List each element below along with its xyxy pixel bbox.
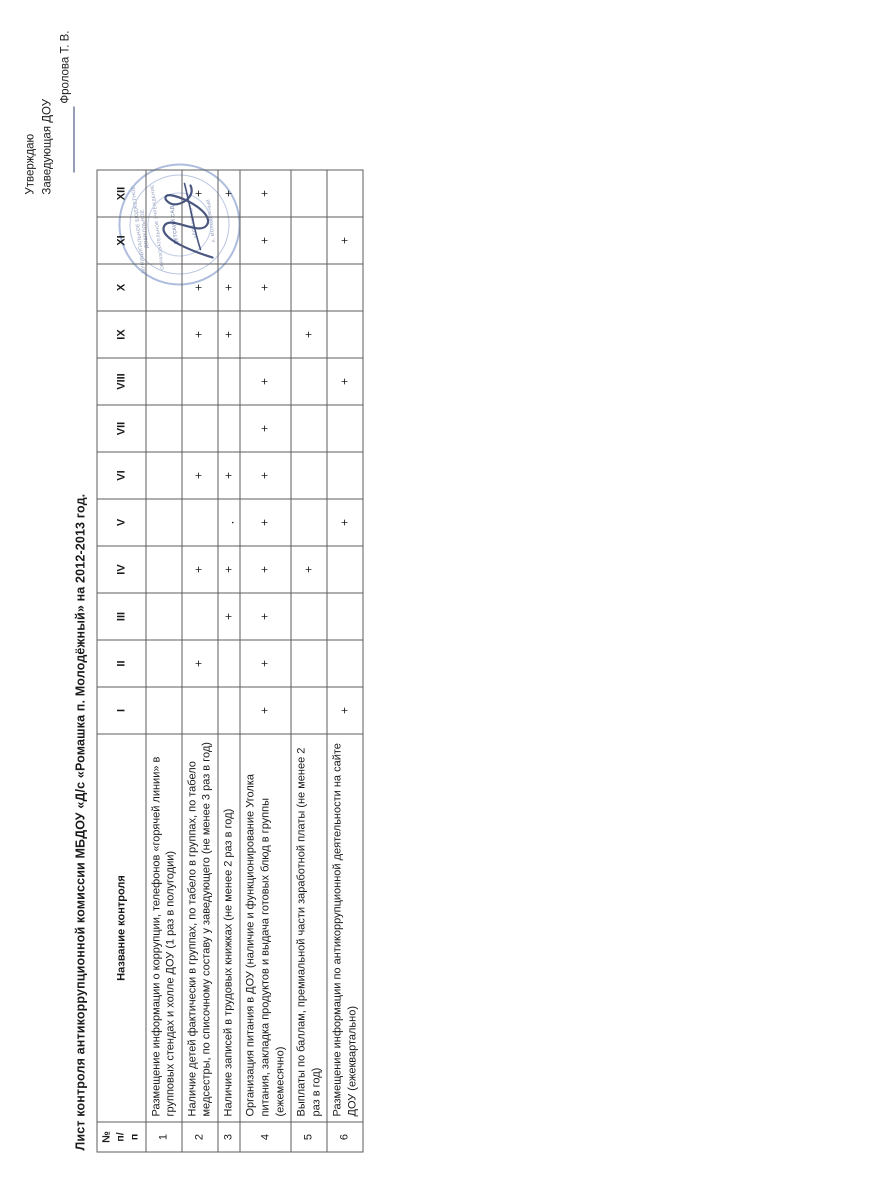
row-mark-12: + — [240, 170, 291, 217]
row-mark-3 — [327, 593, 363, 640]
row-control-name: Организация питания в ДОУ (наличие и функционирование Уголка питания, закладка продуктов и выдача готовых блюд в группы (ежемесячно) — [240, 734, 291, 1122]
row-mark-11 — [145, 217, 181, 264]
row-mark-7 — [291, 405, 327, 452]
row-mark-10 — [327, 264, 363, 311]
column-header-month-8: VIII — [97, 358, 146, 405]
table-row — [327, 170, 363, 1152]
column-header-month-9: IX — [97, 311, 146, 358]
row-mark-3: + — [240, 593, 291, 640]
row-mark-1 — [217, 687, 240, 734]
row-mark-1 — [291, 687, 327, 734]
column-header-month-3: III — [97, 593, 146, 640]
row-mark-3 — [181, 593, 217, 640]
column-header-month-1: I — [97, 687, 146, 734]
row-mark-5: + — [240, 499, 291, 546]
approver-signature-line — [57, 30, 74, 194]
row-mark-9: + — [217, 311, 240, 358]
row-mark-2: + — [240, 640, 291, 687]
table-row — [291, 170, 327, 1152]
stamp-line-1: МУНИЦИПАЛЬНОЕ БЮДЖЕТНОЕ ДОШКОЛЬНОЕ — [129, 185, 150, 273]
row-mark-7 — [181, 405, 217, 452]
column-header-month-11: XI — [97, 217, 146, 264]
row-mark-5 — [291, 499, 327, 546]
row-mark-5: + — [327, 499, 363, 546]
row-mark-1: + — [327, 687, 363, 734]
row-mark-6: + — [240, 452, 291, 499]
row-mark-12: + — [181, 170, 217, 217]
row-mark-2: + — [181, 640, 217, 687]
row-mark-10: + — [217, 264, 240, 311]
row-mark-7 — [217, 405, 240, 452]
row-mark-7: + — [240, 405, 291, 452]
row-mark-9: + — [181, 311, 217, 358]
row-control-name: Выплаты по баллам, премиальной части заработной платы (не менее 2 раз в год) — [291, 734, 327, 1122]
row-mark-4 — [327, 546, 363, 593]
row-mark-3 — [145, 593, 181, 640]
row-mark-2 — [217, 640, 240, 687]
row-mark-5 — [145, 499, 181, 546]
row-number: 3 — [217, 1122, 240, 1152]
row-mark-10 — [145, 264, 181, 311]
row-mark-7 — [327, 405, 363, 452]
row-mark-8 — [291, 358, 327, 405]
row-mark-8: + — [327, 358, 363, 405]
stamp-line-4: «РОМАШКА» — [188, 206, 197, 238]
row-mark-7 — [145, 405, 181, 452]
row-control-name: Наличие детей фактически в группах, по табело в группах, по табело медсестры, по списочному составу у заведующего (не менее 3 раз в год) — [181, 734, 217, 1122]
column-header-month-10: X — [97, 264, 146, 311]
row-mark-8 — [217, 358, 240, 405]
row-number: 4 — [240, 1122, 291, 1152]
row-mark-12 — [327, 170, 363, 217]
row-mark-4: + — [240, 546, 291, 593]
row-mark-11: + — [327, 217, 363, 264]
row-mark-6 — [145, 452, 181, 499]
row-mark-8: + — [240, 358, 291, 405]
row-mark-1: + — [240, 687, 291, 734]
row-number: 6 — [327, 1122, 363, 1152]
row-mark-1 — [145, 687, 181, 734]
row-mark-10: + — [181, 264, 217, 311]
stamp-line-2: ОБРАЗОВАТЕЛЬНОЕ УЧРЕЖДЕНИЕ — [148, 183, 165, 270]
row-mark-9: + — [291, 311, 327, 358]
row-mark-12 — [291, 170, 327, 217]
row-mark-6: + — [181, 452, 217, 499]
row-mark-10 — [291, 264, 327, 311]
row-mark-8 — [145, 358, 181, 405]
row-control-name: Размещение информации по антикоррупционной деятельности на сайте ДОУ (ежеквартально) — [327, 734, 363, 1122]
row-mark-5 — [181, 499, 217, 546]
row-mark-4: + — [217, 546, 240, 593]
row-mark-2 — [291, 640, 327, 687]
row-mark-12 — [145, 170, 181, 217]
stamp-line-5: п. МОЛОДЁЖНЫЙ — [205, 198, 216, 242]
row-mark-6 — [291, 452, 327, 499]
row-mark-5: . — [217, 499, 240, 546]
column-header-month-6: VI — [97, 452, 146, 499]
column-header-month-2: II — [97, 640, 146, 687]
column-header-month-7: VII — [97, 405, 146, 452]
table-row — [145, 170, 181, 1152]
row-mark-4 — [145, 546, 181, 593]
row-mark-11 — [291, 217, 327, 264]
row-number: 1 — [145, 1122, 181, 1152]
column-header-month-4: IV — [97, 546, 146, 593]
row-number: 5 — [291, 1122, 327, 1152]
column-header-month-12: XII — [97, 170, 146, 217]
table-header-row — [97, 170, 146, 1152]
approver-name: Фролова Т. В. — [59, 30, 72, 104]
row-mark-12: + — [217, 170, 240, 217]
table-row — [181, 170, 217, 1152]
column-header-number: № п/ п — [97, 1122, 146, 1152]
row-mark-1 — [181, 687, 217, 734]
row-mark-6: + — [217, 452, 240, 499]
table-row — [217, 170, 240, 1152]
row-mark-4: + — [291, 546, 327, 593]
row-mark-4: + — [181, 546, 217, 593]
row-mark-9 — [240, 311, 291, 358]
approve-label: Утверждаю — [24, 133, 36, 195]
signature-underline — [62, 106, 74, 172]
row-mark-3 — [291, 593, 327, 640]
row-mark-2 — [327, 640, 363, 687]
table-row — [240, 170, 291, 1152]
approval-block — [22, 30, 74, 194]
column-header-name: Название контроля — [97, 734, 146, 1122]
row-mark-11 — [181, 217, 217, 264]
row-mark-2 — [145, 640, 181, 687]
control-table — [96, 169, 363, 1152]
row-mark-9 — [145, 311, 181, 358]
row-control-name: Наличие записей в трудовых книжках (не менее 2 раз в год) — [217, 734, 240, 1122]
row-number: 2 — [181, 1122, 217, 1152]
column-header-month-5: V — [97, 499, 146, 546]
row-mark-3: + — [217, 593, 240, 640]
row-mark-8 — [181, 358, 217, 405]
page-title: Лист контроля антикоррупционной комиссии МБДОУ «Д/с «Ромашка п. Молодёжный» на 2012-2013 год. — [73, 493, 87, 1150]
row-mark-11 — [217, 217, 240, 264]
row-mark-9 — [327, 311, 363, 358]
row-control-name: Размещение информации о коррупции, телефонов «горячей линии» в групповых стендах и холле ДОУ (1 раз в полугодии) — [145, 734, 181, 1122]
row-mark-10: + — [240, 264, 291, 311]
approver-position: Заведующая ДОУ — [40, 98, 53, 195]
row-mark-11: + — [240, 217, 291, 264]
stamp-line-3: ДЕТСКИЙ САД — [168, 204, 180, 245]
row-mark-6 — [327, 452, 363, 499]
